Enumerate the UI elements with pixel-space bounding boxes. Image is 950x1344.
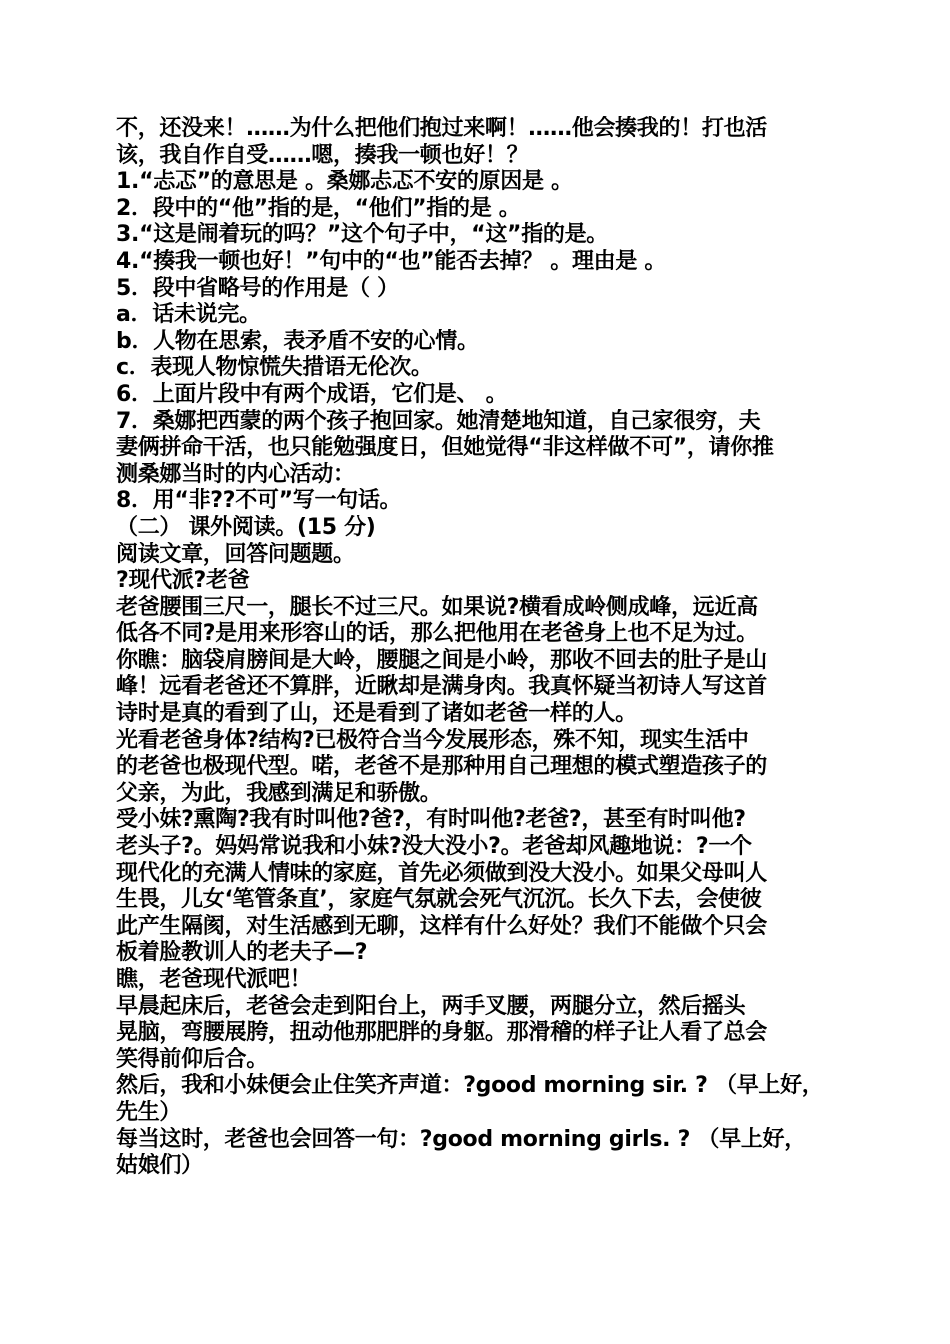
text-line: 不，还没来！……为什么把他们抱过来啊！……他会揍我的！打也活 <box>116 116 768 141</box>
question-7: 7．桑娜把西蒙的两个孩子抱回家。她清楚地知道，自己家很穷，夫 <box>116 408 761 434</box>
text-line: 妻俩拼命干活，也只能勉强度日，但她觉得“非这样做不可”，请你推 <box>116 435 774 461</box>
instruction: 阅读文章，回答问题题。 <box>116 541 355 567</box>
paragraph-line: 瞧，老爸现代派吧！ <box>116 967 312 992</box>
paragraph-line: 姑娘们） <box>116 1153 203 1179</box>
question-8: 8．用“非??不可”写一句话。 <box>116 488 402 514</box>
paragraph-line: 现代化的充满人情味的家庭，首先必须做到没大没小。如果父母叫人 <box>116 860 768 886</box>
question-2: 2．段中的“他”指的是，“他们”指的是 。 <box>116 195 521 221</box>
paragraph-line: 父亲，为此，我感到满足和骄傲。 <box>116 780 442 806</box>
paragraph-line: 然后，我和小妹便会止住笑齐声道：?good morning sir. ? （早上好， <box>116 1073 824 1099</box>
paragraph-line: 板着脸教训人的老夫子—? <box>116 940 368 966</box>
question-1: 1.“忐忑”的意思是 。桑娜忐忑不安的原因是 。 <box>116 169 573 195</box>
section-heading: （二） 课外阅读。(15 分) <box>116 514 376 540</box>
option-c: c．表现人物惊慌失措语无伦次。 <box>116 355 433 381</box>
paragraph-line: 老爸腰围三尺一，腿长不过三尺。如果说?横看成岭侧成峰，远近高 <box>116 594 758 620</box>
paragraph-line: 峰！远看老爸还不算胖，近瞅却是满身肉。我真怀疑当初诗人写这首 <box>116 674 768 700</box>
paragraph-line: 早晨起床后，老爸会走到阳台上，两手叉腰，两腿分立，然后摇头 <box>116 993 746 1019</box>
paragraph-line: 低各不同?是用来形容山的话，那么把他用在老爸身上也不足为过。 <box>116 621 758 647</box>
paragraph-line: 生畏，儿女‘笔管条直’，家庭气氛就会死气沉沉。长久下去，会使彼 <box>116 887 762 913</box>
paragraph-line: 的老爸也极现代型。喏，老爸不是那种用自己理想的模式塑造孩子的 <box>116 754 768 780</box>
article-title: ?现代派?老爸 <box>116 568 250 594</box>
text-line: 该，我自作自受……嗯，揍我一顿也好！？ <box>116 142 529 168</box>
question-3: 3.“这是闹着玩的吗？”这个句子中，“这”指的是。 <box>116 222 609 248</box>
text-line: 测桑娜当时的内心活动： <box>116 461 355 487</box>
paragraph-line: 你瞧：脑袋肩膀间是大岭，腰腿之间是小岭，那收不回去的肚子是山 <box>116 647 768 673</box>
paragraph-line: 光看老爸身体?结构?已极符合当今发展形态，殊不知，现实生活中 <box>116 727 749 753</box>
question-5: 5．段中省略号的作用是（ ） <box>116 275 399 301</box>
paragraph-line: 诗时是真的看到了山，还是看到了诸如老爸一样的人。 <box>116 701 637 727</box>
paragraph-line: 受小妹?熏陶?我有时叫他?爸?，有时叫他?老爸?，甚至有时叫他? <box>116 807 746 833</box>
paragraph-line: 老头子?。妈妈常说我和小妹?没大没小?。老爸却风趣地说：?一个 <box>116 834 752 860</box>
paragraph-line: 此产生隔阂，对生活感到无聊，这样有什么好处？我们不能做个只会 <box>116 913 768 939</box>
document-body <box>116 116 840 1180</box>
paragraph-line: 笑得前仰后合。 <box>116 1046 268 1072</box>
option-b: b．人物在思索，表矛盾不安的心情。 <box>116 328 479 354</box>
question-6: 6．上面片段中有两个成语，它们是、 。 <box>116 381 508 407</box>
paragraph-line: 每当这时，老爸也会回答一句：?good morning girls. ? （早上好， <box>116 1126 806 1152</box>
paragraph-line: 先生） <box>116 1099 182 1125</box>
option-a: a．话未说完。 <box>116 302 261 328</box>
question-4: 4.“揍我一顿也好！”句中的“也”能否去掉？ 。理由是 。 <box>116 248 667 274</box>
paragraph-line: 晃脑，弯腰展胯，扭动他那肥胖的身躯。那滑稽的样子让人看了总会 <box>116 1020 768 1046</box>
